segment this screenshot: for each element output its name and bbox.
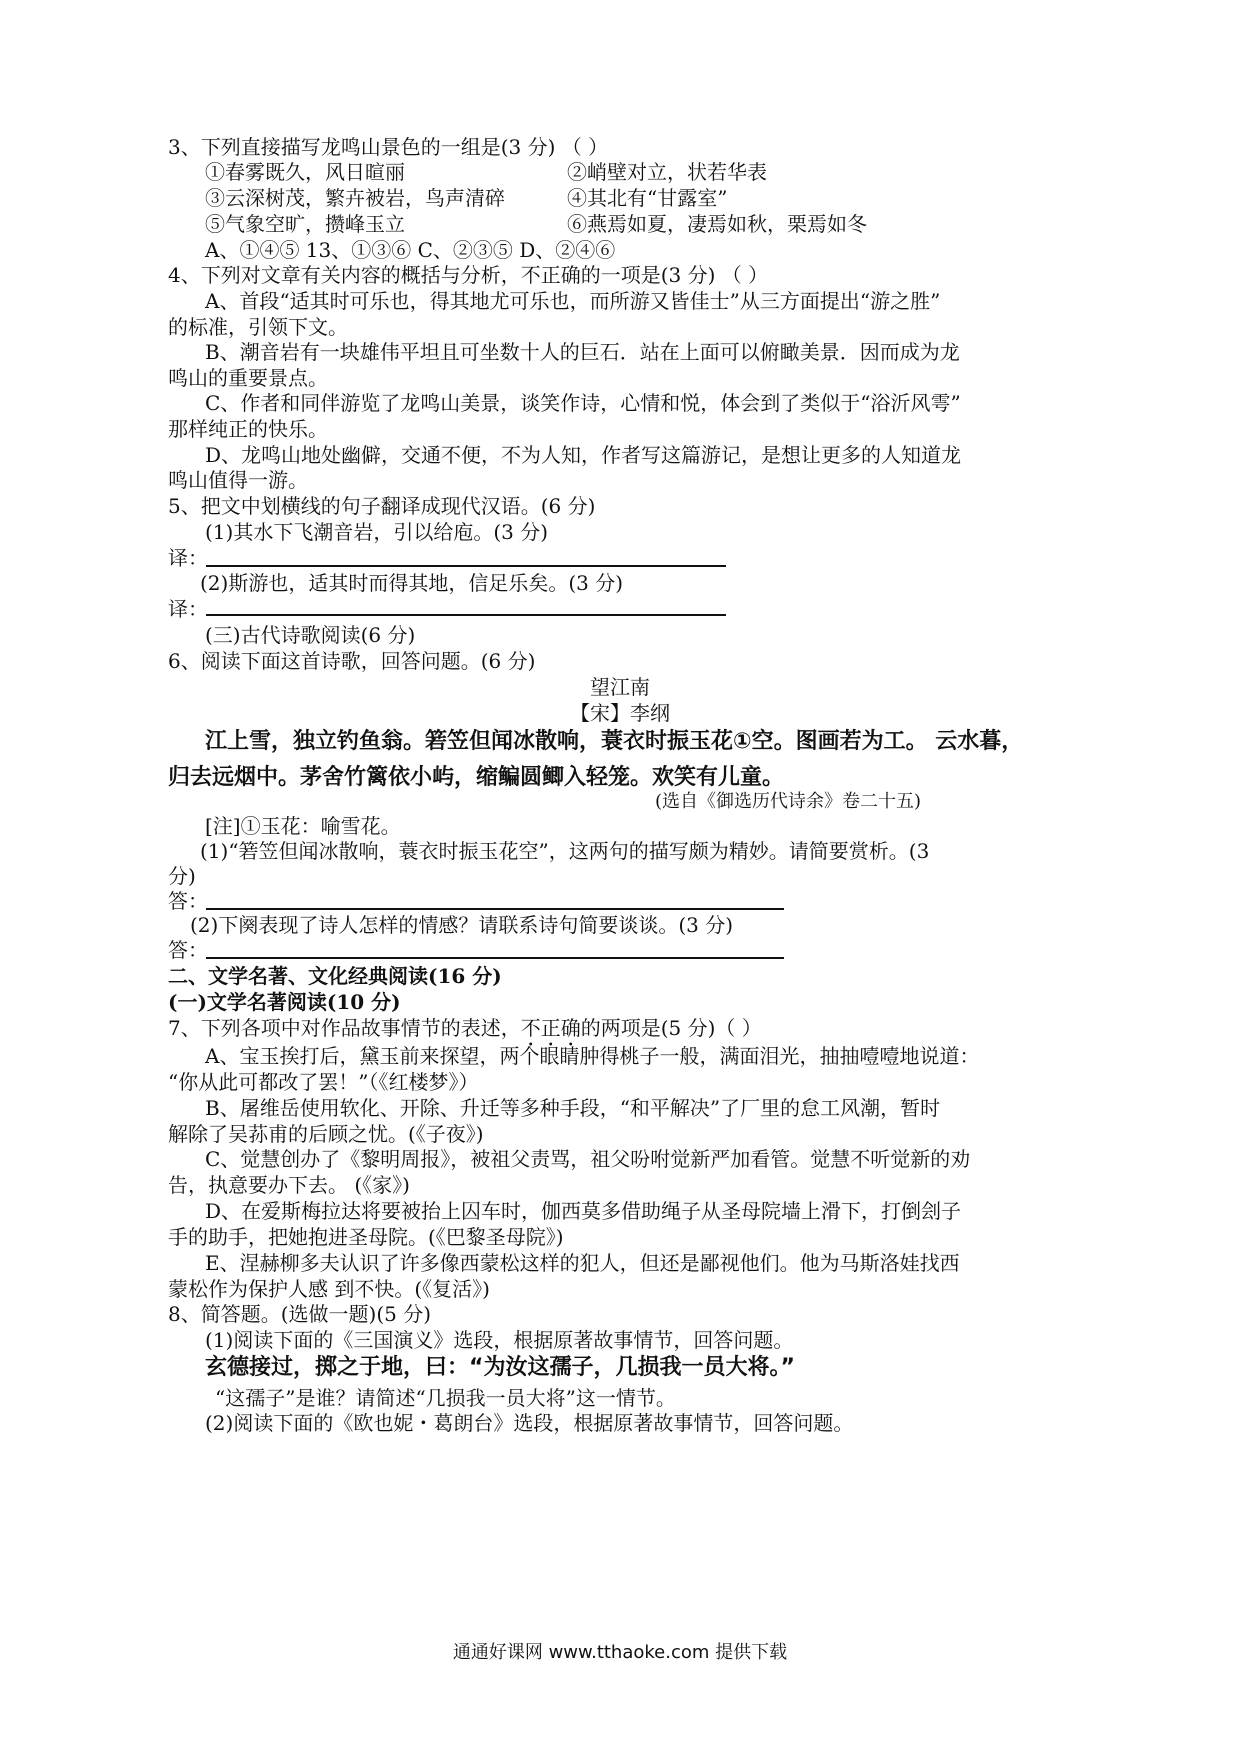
q7-option-d-line2: 手的助手，把她抱进圣母院。(《巴黎圣母院》) [168,1225,564,1249]
q7-option-a-line2: “你从此可都改了罢！”（《红楼梦》） [168,1070,479,1094]
q3-option-5: ⑤气象空旷，攒峰玉立 [205,212,405,236]
poem-source: (选自《御选历代诗余》卷二十五) [655,791,922,812]
q3-option-3: ③云深树茂，繁卉被岩，鸟声清碎 [205,186,505,210]
q6-sub2: (2)下阕表现了诗人怎样的情感？请联系诗句简要谈谈。(3 分) [190,913,734,937]
q6-answer-line-2[interactable] [206,957,784,959]
q4-option-d-line2: 鸣山值得一游。 [168,468,308,492]
part2-heading: 二、文学名著、文化经典阅读(16 分) [168,964,502,988]
q7-stem-emphasis: 不正确 [520,1016,581,1040]
page-footer: 通通好课网 www.tthaoke.com 提供下载 [452,1642,788,1663]
q7-option-a-line1: A、宝玉挨打后，黛玉前来探望，两个眼睛肿得桃子一般，满面泪光，抽抽噎噎地说道： [205,1044,980,1068]
q8-quote: 玄德接过，掷之于地，曰：“为汝这孺子，几损我一员大将。” [205,1355,795,1380]
q3-option-2: ②峭壁对立，状若华表 [567,160,767,184]
poem-line-2: 归去远烟中。茅舍竹篱依小屿，缩鳊圆鲫入轻笼。欢笑有儿童。 [168,765,785,790]
q6-answer-label-1: 答： [168,889,208,913]
q5-sentence-1: (1)其水下飞潮音岩，引以给庖。(3 分) [205,520,549,544]
section-poetry-heading: (三)古代诗歌阅读(6 分) [205,623,416,647]
q4-option-c-line1: C、作者和同伴游览了龙鸣山美景，谈笑作诗，心情和悦，体会到了类似于“浴沂风雩” [205,391,961,415]
poem-title: 望江南 [590,675,650,699]
q6-answer-label-2: 答： [168,938,208,962]
poem-author: 【宋】李纲 [570,701,670,725]
q7-option-e-line1: E、涅赫柳多夫认识了许多像西蒙松这样的犯人，但还是鄙视他们。他为马斯洛娃找西 [205,1251,960,1275]
q7-option-b-line1: B、屠维岳使用软化、开除、升迁等多种手段，“和平解决”了厂里的怠工风潮，暂时 [205,1096,941,1120]
q4-option-d-line1: D、龙鸣山地处幽僻，交通不便，不为人知，作者写这篇游记，是想让更多的人知道龙 [205,443,962,467]
q3-option-4: ④其北有“甘露室” [567,186,728,210]
q5-stem: 5、把文中划横线的句子翻译成现代汉语。(6 分) [168,494,596,518]
q3-option-1: ①春雾既久，风日暄丽 [205,160,405,184]
q4-option-a-line2: 的标准，引领下文。 [168,315,348,339]
q7-option-c-line2: 告，执意要办下去。 (《家》) [168,1173,410,1197]
q3-choices: A、①④⑤ 13、①③⑥ C、②③⑤ D、②④⑥ [205,238,616,262]
q7-stem-pre: 7、下列各项中对作品故事情节的表述， [168,1016,521,1040]
q8-sub2: (2)阅读下面的《欧也妮・葛朗台》选段，根据原著故事情节，回答问题。 [205,1411,854,1435]
q7-stem-post: 的两项是(5 分)（ ） [580,1016,762,1040]
q7-option-c-line1: C、觉慧创办了《黎明周报》，被祖父责骂，祖父吩咐觉新严加看管。觉慧不听觉新的劝 [205,1147,971,1171]
q4-option-a-line1: A、首段“适其时可乐也，得其地尤可乐也，而所游又皆佳士”从三方面提出“游之胜” [205,289,941,313]
q5-translate-label-1: 译： [168,546,208,570]
q5-sentence-2: (2)斯游也，适其时而得其地，信足乐矣。(3 分) [200,571,624,595]
q6-answer-line-1[interactable] [206,908,784,910]
q7-option-b-line2: 解除了吴荪甫的后顾之忧。(《子夜》) [168,1122,484,1146]
q4-option-b-line2: 鸣山的重要景点。 [168,366,328,390]
q4-stem: 4、下列对文章有关内容的概括与分析，不正确的一项是(3 分) （ ） [168,263,769,287]
q6-sub1-line2: 分) [168,864,196,888]
q6-sub1-line1: (1)“箬笠但闻冰散响，蓑衣时振玉花空”，这两句的描写颇为精妙。请简要赏析。(3 [200,839,930,863]
q3-stem: 3、下列直接描写龙鸣山景色的一组是(3 分) （ ） [168,135,609,159]
poem-line-1: 江上雪，独立钓鱼翁。箬笠但闻冰散响，蓑衣时振玉花①空。图画若为工。 云水暮， [205,729,1024,754]
q7-option-e-line2: 蒙松作为保护人感 到不快。(《复活》) [168,1277,490,1301]
q8-stem: 8、简答题。(选做一题)(5 分) [168,1302,432,1326]
q3-option-6: ⑥燕焉如夏，凄焉如秋，栗焉如冬 [567,212,867,236]
part2-subheading: (一)文学名著阅读(10 分) [168,990,401,1014]
q4-option-c-line2: 那样纯正的快乐。 [168,417,328,441]
q8-ask: “这孺子”是谁？请简述“几损我一员大将”这一情节。 [215,1386,676,1410]
q5-answer-line-2[interactable] [206,614,726,616]
q6-stem: 6、阅读下面这首诗歌，回答问题。(6 分) [168,649,536,673]
q5-translate-label-2: 译： [168,597,208,621]
q5-answer-line-1[interactable] [206,565,726,567]
q8-sub1: (1)阅读下面的《三国演义》选段，根据原著故事情节，回答问题。 [205,1328,794,1352]
poem-note: [注]①玉花：喻雪花。 [205,814,401,838]
q7-option-d-line1: D、在爱斯梅拉达将要被抬上囚车时，伽西莫多借助绳子从圣母院墙上滑下，打倒刽子 [205,1199,962,1223]
q4-option-b-line1: B、潮音岩有一块雄伟平坦且可坐数十人的巨石．站在上面可以俯瞰美景．因而成为龙 [205,340,960,364]
